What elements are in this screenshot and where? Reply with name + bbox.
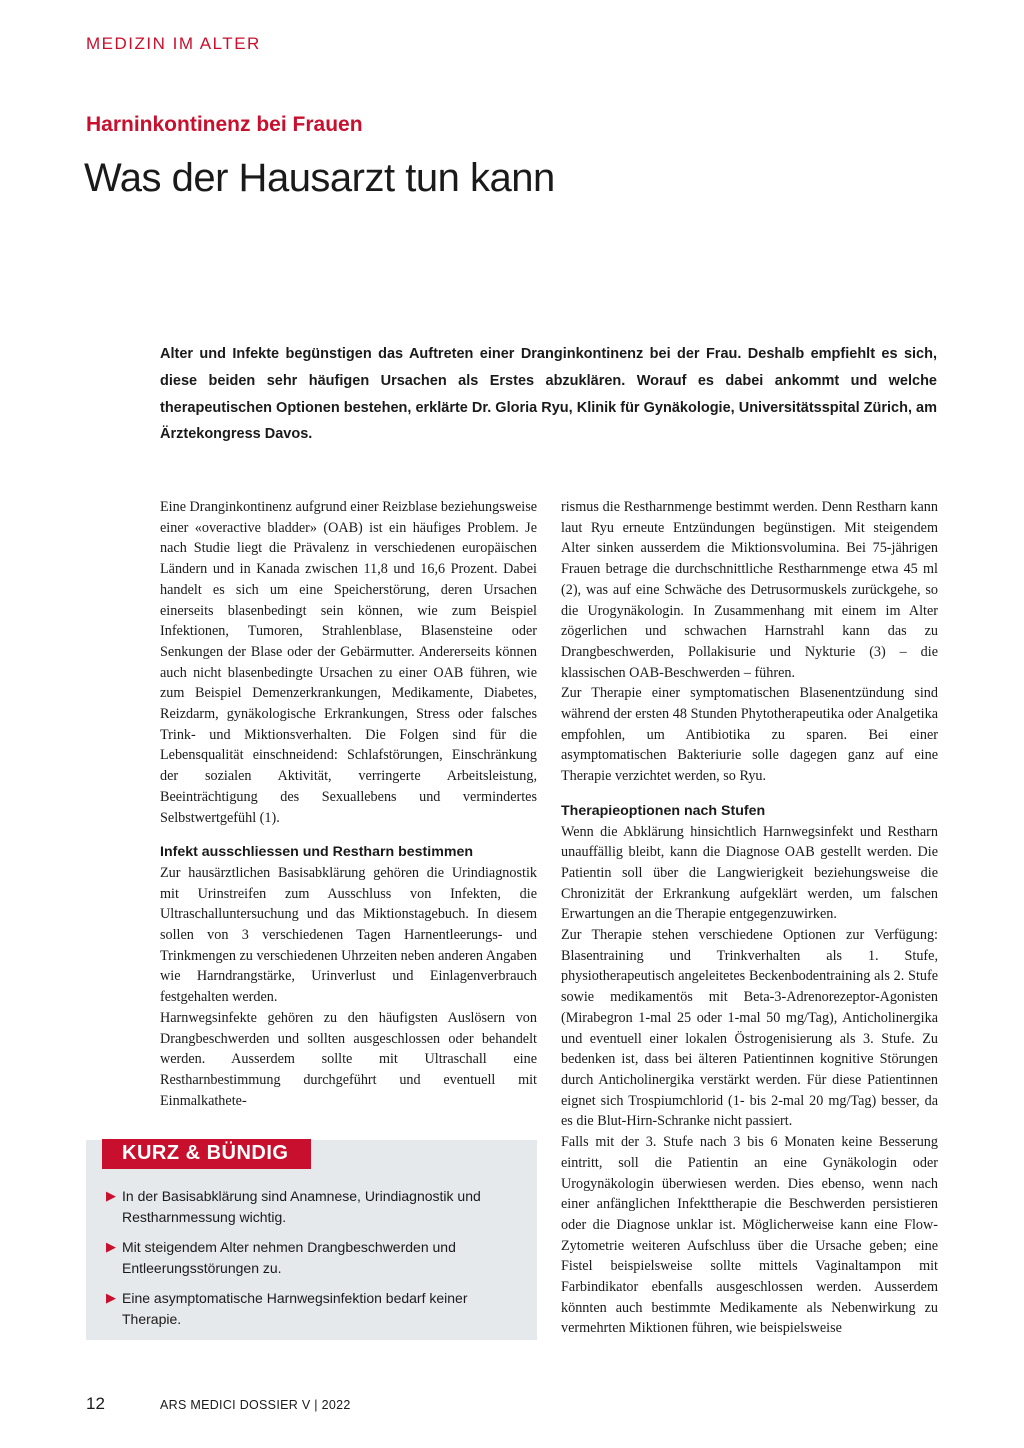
subheading-therapie: Therapieoptionen nach Stufen [561, 802, 766, 819]
summary-box [86, 1140, 537, 1340]
body-paragraph: Zur Therapie stehen verschiedene Optionen zur Verfügung: Blasentraining und Trinkverhalten als 1. Stufe, physiotherapeutisch angeleitetes Beckenbodentraining als 2. Stufe sowie medikamentös mit Beta-3-Adrenorezeptor-Agonisten (Mirabegron 1-mal 25 oder 1-mal 50 mg/Tag), Anticholinergika und eventuell einer lokalen Östrogenisierung als 3. Stufe. Zu bedenken ist, dass bei älteren Patientinnen kognitive Störungen durch Anticholinergika verstärkt werden. Für diese Patientinnen eignet sich Trospiumchlorid (1- bis 2-mal 20 mg/Tag) besser, da es die Blut-Hirn-Schranke nicht passiert. [561, 927, 938, 1130]
body-paragraph: Falls mit der 3. Stufe nach 3 bis 6 Monaten keine Besserung eintritt, soll die Patientin an eine Gynäkologin oder Urogynäkologin überwiesen werden. Dies ebenso, wenn nach einer anfänglichen Infekttherapie die Beschwerden persistieren oder die Diagnose unklar ist. Möglicherweise kann eine Flow-Zytometrie weiteren Aufschluss über die Ursache geben; eine Fistel beispielsweise sollte mittels Vaginaltampon mit Farbindikator ebenfalls ausgeschlossen werden. Ausserdem könnten auch bestimmte Medikamente als Nebenwirkung zu vermehrten Miktionen führen, wie beispielsweise [561, 1134, 938, 1337]
article-headline: Was der Hausarzt tun kann [84, 156, 555, 200]
triangle-right-icon: ▶ [106, 1239, 116, 1254]
left-column [160, 497, 537, 1111]
summary-item [106, 1288, 516, 1329]
section-label: MEDIZIN IM ALTER [86, 34, 261, 53]
summary-item-text: Mit steigendem Alter nehmen Drangbeschwerden und Entleerungsstörungen zu. [122, 1239, 456, 1276]
body-paragraph: rismus die Restharnmenge bestimmt werden. Denn Restharn kann laut Ryu erneute Entzündungen begünstigen. Mit steigendem Alter sinken ausserdem die Miktionsvolumina. Bei 75-jährigen Frauen betrage die durchschnittliche Restharnmenge etwa 45 ml (2), was auf eine Schwäche des Detrusormuskels zurückgehe, so die Urogynäkologin. In Zusammenhang mit einem im Alter zögerlichen und schwachen Harnstrahl kann das zu Drangbeschwerden, Pollakisurie und Nykturie (3) – die klassischen OAB-Beschwerden – führen. [561, 499, 938, 681]
publication-name: ARS MEDICI DOSSIER V | 2022 [160, 1398, 351, 1412]
article-lead: Alter und Infekte begünstigen das Auftreten einer Dranginkontinenz bei der Frau. Deshalb empfiehlt es sich, diese beiden sehr häufigen Ursachen als Erstes abzuklären. Worauf es dabei ankommt und welche therapeutischen Optionen bestehen, erklärte Dr. Gloria Ryu, Klinik für Gynäkologie, Universitätsspital Zürich, am Ärztekongress Davos. [160, 346, 937, 443]
body-paragraph: Zur Therapie einer symptomatischen Blasenentzündung sind während der ersten 48 Stunden Phytotherapeutika oder Analgetika empfohlen, um Antibiotika zu sparen. Bei einer asymptomatischen Bakteriurie solle dagegen ganz auf eine Therapie verzichtet werden, so Ryu. [561, 685, 938, 785]
body-paragraph: Harnwegsinfekte gehören zu den häufigsten Auslösern von Drangbeschwerden und sollten ausgeschlossen oder behandelt werden. Ausserdem sollte mit Ultraschall eine Restharnbestimmung durchgeführt und eventuell mit Einmalkathete- [160, 1009, 537, 1109]
subheading-infekt: Infekt ausschliessen und Restharn bestimmen [160, 844, 474, 861]
summary-item [106, 1237, 516, 1278]
summary-item-text: Eine asymptomatische Harnwegsinfektion bedarf keiner Therapie. [122, 1290, 468, 1327]
summary-list [106, 1186, 516, 1339]
summary-box-title: KURZ & BÜNDIG [102, 1139, 311, 1169]
body-paragraph: Eine Dranginkontinenz aufgrund einer Reizblase beziehungsweise einer «overactive bladder» (OAB) ist ein häufiges Problem. Je nach Studie liegt die Prävalenz in verschiedenen europäischen Ländern und in Kanada zwischen 11,8 und 16,6 Prozent. Dabei handelt es sich um eine Speicherstörung, deren Ursachen einerseits blasenbedingt sein können, wie zum Beispiel Infektionen, Tumoren, Strahlenblase, Blasensteine oder Senkungen der Blase oder der Gebärmutter. Andererseits können auch nicht blasenbedingte Ursachen zu einer OAB führen, wie zum Beispiel Demenzerkrankungen, Medikamente, Diabetes, Reizdarm, gynäkologische Erkrankungen, Stress oder falsches Trink- und Miktionsverhalten. Die Folgen sind für die Lebensqualität einschneidend: Schlafstörungen, Einschränkung der sozialen Aktivität, verringerte Arbeitsleistung, Beeinträchtigung des Sexuallebens und vermindertes Selbstwertgefühl (1). [160, 499, 538, 826]
body-paragraph: Zur hausärztlichen Basisabklärung gehören die Urindiagnostik mit Urinstreifen zum Ausschluss von Infekten, die Ultraschalluntersuchung und das Miktionstagebuch. In diesem sollen von 3 verschiedenen Tagen Harnentleerungs- und Trinkmengen zu verschiedenen Uhrzeiten neben anderen Angaben wie Harndrangstärke, Urinverlust und Einlagenverbrauch festgehalten werden. [160, 864, 537, 1006]
summary-item [106, 1186, 516, 1227]
right-column [561, 497, 938, 1339]
triangle-right-icon: ▶ [106, 1290, 116, 1305]
page-number: 12 [86, 1394, 105, 1413]
summary-item-text: In der Basisabklärung sind Anamnese, Urindiagnostik und Restharnmessung wichtig. [122, 1188, 481, 1225]
article-kicker: Harninkontinenz bei Frauen [86, 113, 363, 136]
body-paragraph: Wenn die Abklärung hinsichtlich Harnwegsinfekt und Restharn unauffällig bleibt, kann die Diagnose OAB gestellt werden. Die Patientin soll über die Langwierigkeit beziehungsweise die Chronizität der Erkrankung aufgeklärt werden, um falschen Erwartungen an die Therapie entgegenzuwirken. [561, 823, 938, 923]
triangle-right-icon: ▶ [106, 1188, 116, 1203]
